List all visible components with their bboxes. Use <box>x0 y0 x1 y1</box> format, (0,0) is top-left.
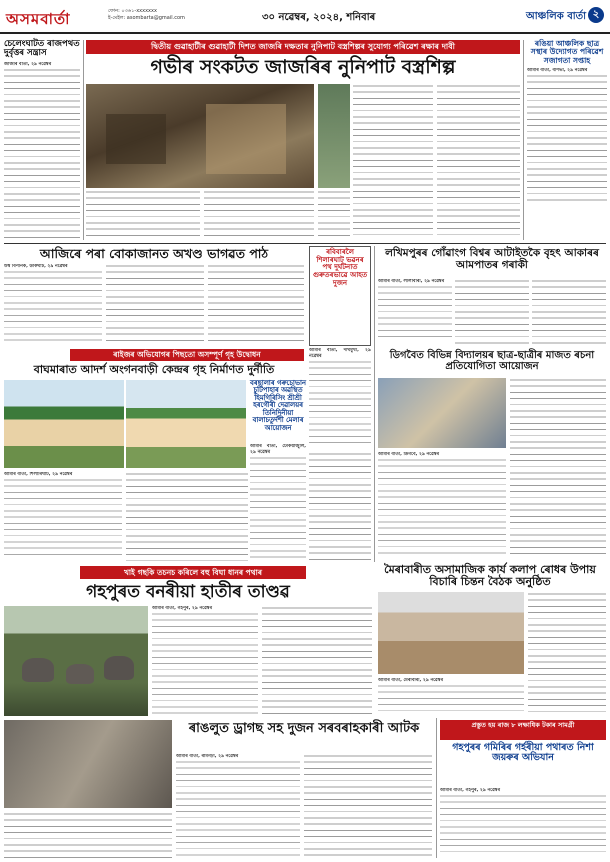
lead-body-col5 <box>437 84 520 240</box>
anganwadi-dateline: আমাৰ বাৰ্তা, শিলাৰিঘাট, ২৯ নৱেম্বৰ <box>4 472 73 477</box>
drugs-body-col1 <box>176 754 300 858</box>
mairabari-body-col2 <box>378 678 524 718</box>
drugs-dateline: আমাৰ বাৰ্তা, ৰামগঢ়া, ২৯ নৱেম্বৰ <box>176 754 239 759</box>
drugs-photo-caption <box>4 812 172 858</box>
inset-story-box <box>309 246 371 346</box>
quiz-headline: ডিগবৈত বিভিন্ন বিদ্যালয়ৰ ছাত্ৰ-ছাত্ৰীৰ মাজত ৰচনা প্ৰতিযোগিতা আয়োজন <box>389 350 595 372</box>
lead-body-col3 <box>318 190 350 240</box>
anganwadi-photo-2 <box>126 380 246 468</box>
anganwadi-body-col2 <box>126 472 248 562</box>
anganwadi-photo-1 <box>4 380 124 468</box>
fish-body-col2 <box>455 279 529 345</box>
bokajan-body-col3 <box>208 264 304 344</box>
gohpur-side-dateline: আমাৰ বাৰ্তা, গহপুৰ, ২৯ নৱেম্বৰ <box>440 788 501 793</box>
lead-headline: গভীৰ সংকটত জাজৰিৰ নুনিপাট বস্ত্ৰশিল্প <box>150 56 456 78</box>
gohpur-side-headline: গহপুৰৰ গমিৰিৰ গৰ্হৰীয়া পথাৰত নিশা জয়ৰুৰ অভিযান <box>452 742 594 764</box>
right-story <box>527 40 607 240</box>
paddy-body-col2 <box>262 606 372 716</box>
drugs-headline: ৰাঙলুত ড্ৰাগছ সহ দুজন সৰবৰাহকাৰী আটক <box>188 721 420 736</box>
newspaper-logo[interactable]: অসমবাৰ্তা <box>6 10 71 28</box>
gohpur-side-kicker: প্ৰস্তুত হয় ৰাজ ৮ লক্ষাধিক টকাৰ সামগ্ৰী <box>440 720 606 740</box>
lead-body-col4 <box>353 84 433 240</box>
fish-dateline: আমাৰ বাৰ্তা, লীলাবাৰী, ২৯ নৱেম্বৰ <box>378 279 445 284</box>
fair-dateline: আমাৰ বাৰ্তা, ঢেকিয়াজুলি, ২৯ নৱেম্বৰ <box>250 444 306 456</box>
paddy-body-col1 <box>152 606 258 716</box>
right-story-dateline: আমাৰ বাৰ্তা, বৰ্ণিভা, ২৯ নৱেম্বৰ <box>527 67 588 73</box>
paddy-kicker: খাই গছকি তচনচ কৰিলে বহু বিঘা ধানৰ পথাৰ <box>80 566 306 579</box>
fish-body-col3 <box>532 279 606 345</box>
masthead <box>0 0 610 34</box>
bokajan-headline: আজিৰে পৰা বোকাজানত অখণ্ড ভাগৱত পাঠ <box>39 246 269 261</box>
lead-body-col2 <box>204 190 314 240</box>
paddy-dateline: আমাৰ বাৰ্তা, গহপুৰ, ২৯ নৱেম্বৰ <box>152 606 213 611</box>
left-story-body <box>4 68 80 240</box>
page-number: ২ <box>588 7 604 23</box>
lead-kicker: দ্বিতীয় গুৱাহাটীৰ গুৱাহাটী দিশত জাজৰি দক্ষতাৰ নুনিপাট বস্ত্ৰশিল্পৰ সুযোগ্য পৰিৱেশ ৰক্ষাৰ দাবী <box>86 40 520 54</box>
inset-story-headline: ৰবিবাৰলৈ শিলাৰঘাট ভৱনৰ পথ দুৰ্ঘটনাত গুৰুতৰভাৱে আহত দুজন <box>312 248 368 287</box>
anganwadi-body-col1 <box>4 472 122 562</box>
quiz-dateline: আমাৰ বাৰ্তা, ডিগবৈ, ২৯ নৱেম্বৰ <box>378 452 440 457</box>
paddy-headline: গহপুৰত বনৰীয়া হাতীৰ তাণ্ডৱ <box>86 582 290 602</box>
quiz-body <box>378 452 506 560</box>
gohpur-side-body <box>440 788 606 858</box>
paddy-photo-elephants <box>4 606 148 716</box>
quiz-body-col2 <box>510 378 606 558</box>
left-story-dateline: জাজৰি বাৰ্তা, ২৯ নৱেম্বৰ <box>4 61 52 67</box>
mairabari-body-col1 <box>528 592 606 712</box>
left-story-headline: চেলেংঘাটত ৰাজপথত দুৰ্বৃত্তৰ সন্ত্ৰাস <box>4 39 80 59</box>
masthead-contact: ফোন: ০৩৬১-xxxxxxx ই-মেইল: asombarta@gmail.com <box>108 8 185 21</box>
drugs-body-col2 <box>304 754 432 858</box>
left-story <box>4 40 80 240</box>
right-story-headline: ৰঙিয়া আঞ্চলিক ছাত্ৰ সস্থাৰ উদ্যোগত পৰিৱেশ সজাগতা সপ্তাহ <box>530 39 604 65</box>
fish-body-col1 <box>378 279 452 345</box>
masthead-date: ৩০ নৱেম্বৰ, ২০২৪, শনিবাৰ <box>262 12 376 23</box>
quiz-photo <box>378 378 506 448</box>
lead-body-col1 <box>86 190 200 240</box>
inset-story-dateline: আমাৰ বাৰ্তা, দীৰ্ঘমুখী, ২৯ নৱেম্বৰ <box>309 348 371 360</box>
drugs-photo <box>4 720 172 808</box>
bokajan-body-col1 <box>4 264 102 344</box>
right-story-body <box>527 74 607 204</box>
fish-headline: লখিমপুৰৰ গোঁৱাংগ বিশ্বৰ আটাইতকৈ বৃহৎ আকাৰৰ আমপাতৰ গৰাকী <box>385 247 599 271</box>
fair-headline: বৰছালাৰ গৰুচোভান চুটিপাহাৰ অৱস্থিত হিমগিৰিসিং শ্ৰীশ্ৰী হৰগৌৰী দেৱালয়ৰ তিনিদিনীয়া বালাচতুৰ্দশী মেলাৰ আয়োজন <box>250 379 306 432</box>
inset-story-body <box>309 348 371 448</box>
mairabari-headline: মৈৰাবাৰীত অসামাজিক কাৰ্য কলাপ ৰোধৰ উপায় বিচাৰি চিন্তন বৈঠক অনুষ্ঠিত <box>384 563 596 589</box>
section-title: আঞ্চলিক বাৰ্তা <box>526 11 587 22</box>
anganwadi-kicker: ৰাইজৰ অভিযোগৰ পিছতো অসম্পূৰ্ণ গৃহ উদ্বোধন <box>70 349 304 361</box>
inset-story-body-2 <box>309 452 371 562</box>
mairabari-dateline: আমাৰ বাৰ্তা, মৈৰাবাৰী, ২৯ নৱেম্বৰ <box>378 678 444 683</box>
lead-photo-loom <box>86 84 314 188</box>
anganwadi-headline: বাঘমাৰাত আদৰ্শ অংগনবাড়ী কেন্দ্ৰৰ গৃহ নিৰ্মাণত দুৰ্নীতি <box>33 363 275 376</box>
fair-body <box>250 444 306 562</box>
bokajan-body-col2 <box>106 264 204 344</box>
lead-photo-2 <box>318 84 350 188</box>
bokajan-dateline: উম্ব বিপৰ্নিক, ডাকঘাট, ২৯ নৱেম্বৰ <box>4 264 68 269</box>
mairabari-photo <box>378 592 524 674</box>
